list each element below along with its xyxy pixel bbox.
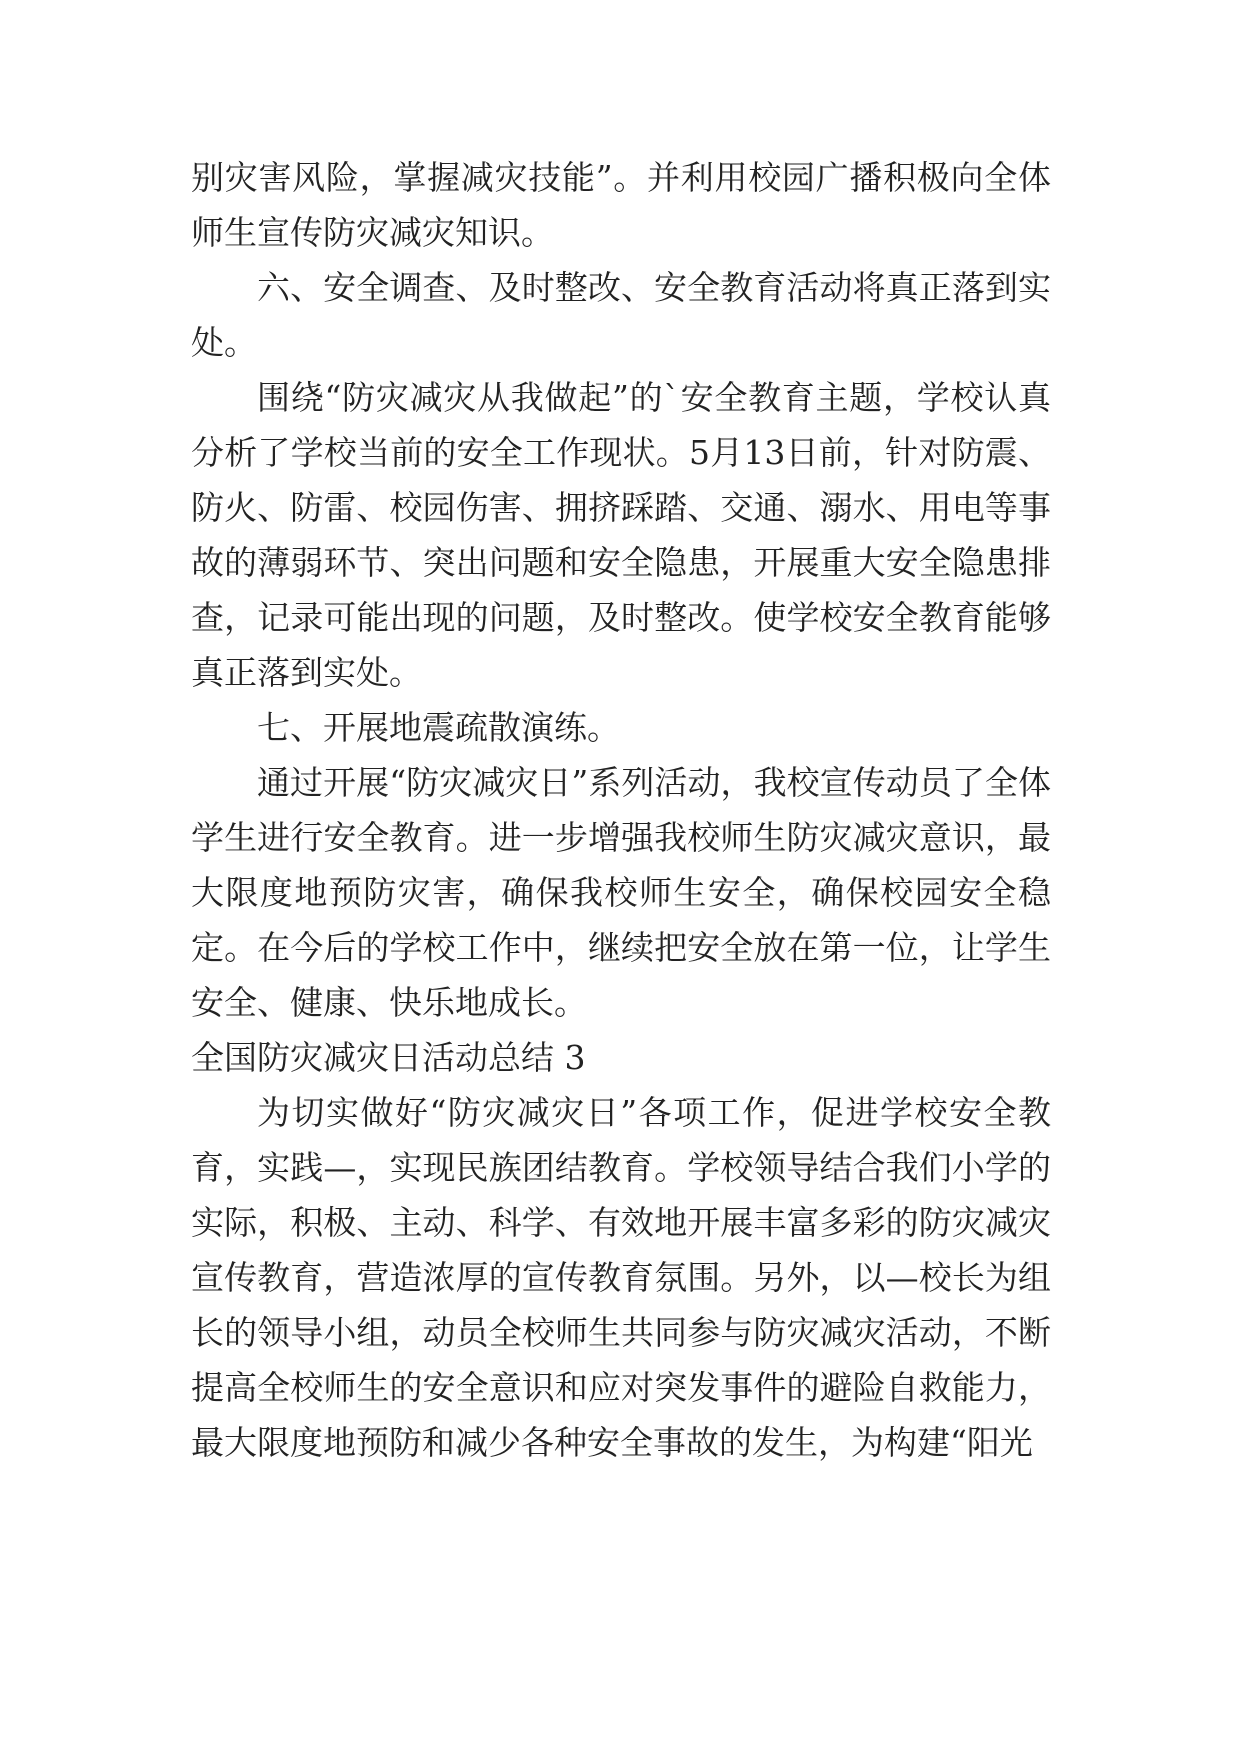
paragraph-section-seven: 七、开展地震疏散演练。: [257, 708, 620, 747]
paragraph-safety-inspection: 围绕“防灾减灾从我做起”的`安全教育主题，学校认真分析了学校当前的安全工作现状。5月13日前，针对防震、防火、防雷、校园伤害、拥挤踩踏、交通、溺水、用电等事故的薄弱环节、突出问题和安全隐患，开展重大安全隐患排查，记录可能出现的问题，及时整改。使学校安全教育能够真正落到实处。: [191, 378, 1051, 692]
paragraph-summary-three: 为切实做好“防灾减灾日”各项工作，促进学校安全教育，实践—，实现民族团结教育。学校领导结合我们小学的实际，积极、主动、科学、有效地开展丰富多彩的防灾减灾宣传教育，营造浓厚的宣传教育氛围。另外，以—校长为组长的领导小组，动员全校师生共同参与防灾减灾活动，不断提高全校师生的安全意识和应对突发事件的避险自救能力，最大限度地预防和减少各种安全事故的发生，为构建“阳光: [191, 1093, 1051, 1462]
document-body: [191, 150, 1051, 1470]
paragraph-section-six: 六、安全调查、及时整改、安全教育活动将真正落到实处。: [191, 268, 1051, 362]
paragraph-activity-summary: 通过开展“防灾减灾日”系列活动，我校宣传动员了全体学生进行安全教育。进一步增强我校师生防灾减灾意识，最大限度地预防灾害，确保我校师生安全，确保校园安全稳定。在今后的学校工作中，继续把安全放在第一位，让学生安全、健康、快乐地成长。: [191, 763, 1051, 1022]
section-heading: 全国防灾减灾日活动总结 3: [191, 1038, 586, 1077]
paragraph-continuation: 别灾害风险，掌握减灾技能”。并利用校园广播积极向全体师生宣传防灾减灾知识。: [191, 158, 1051, 252]
